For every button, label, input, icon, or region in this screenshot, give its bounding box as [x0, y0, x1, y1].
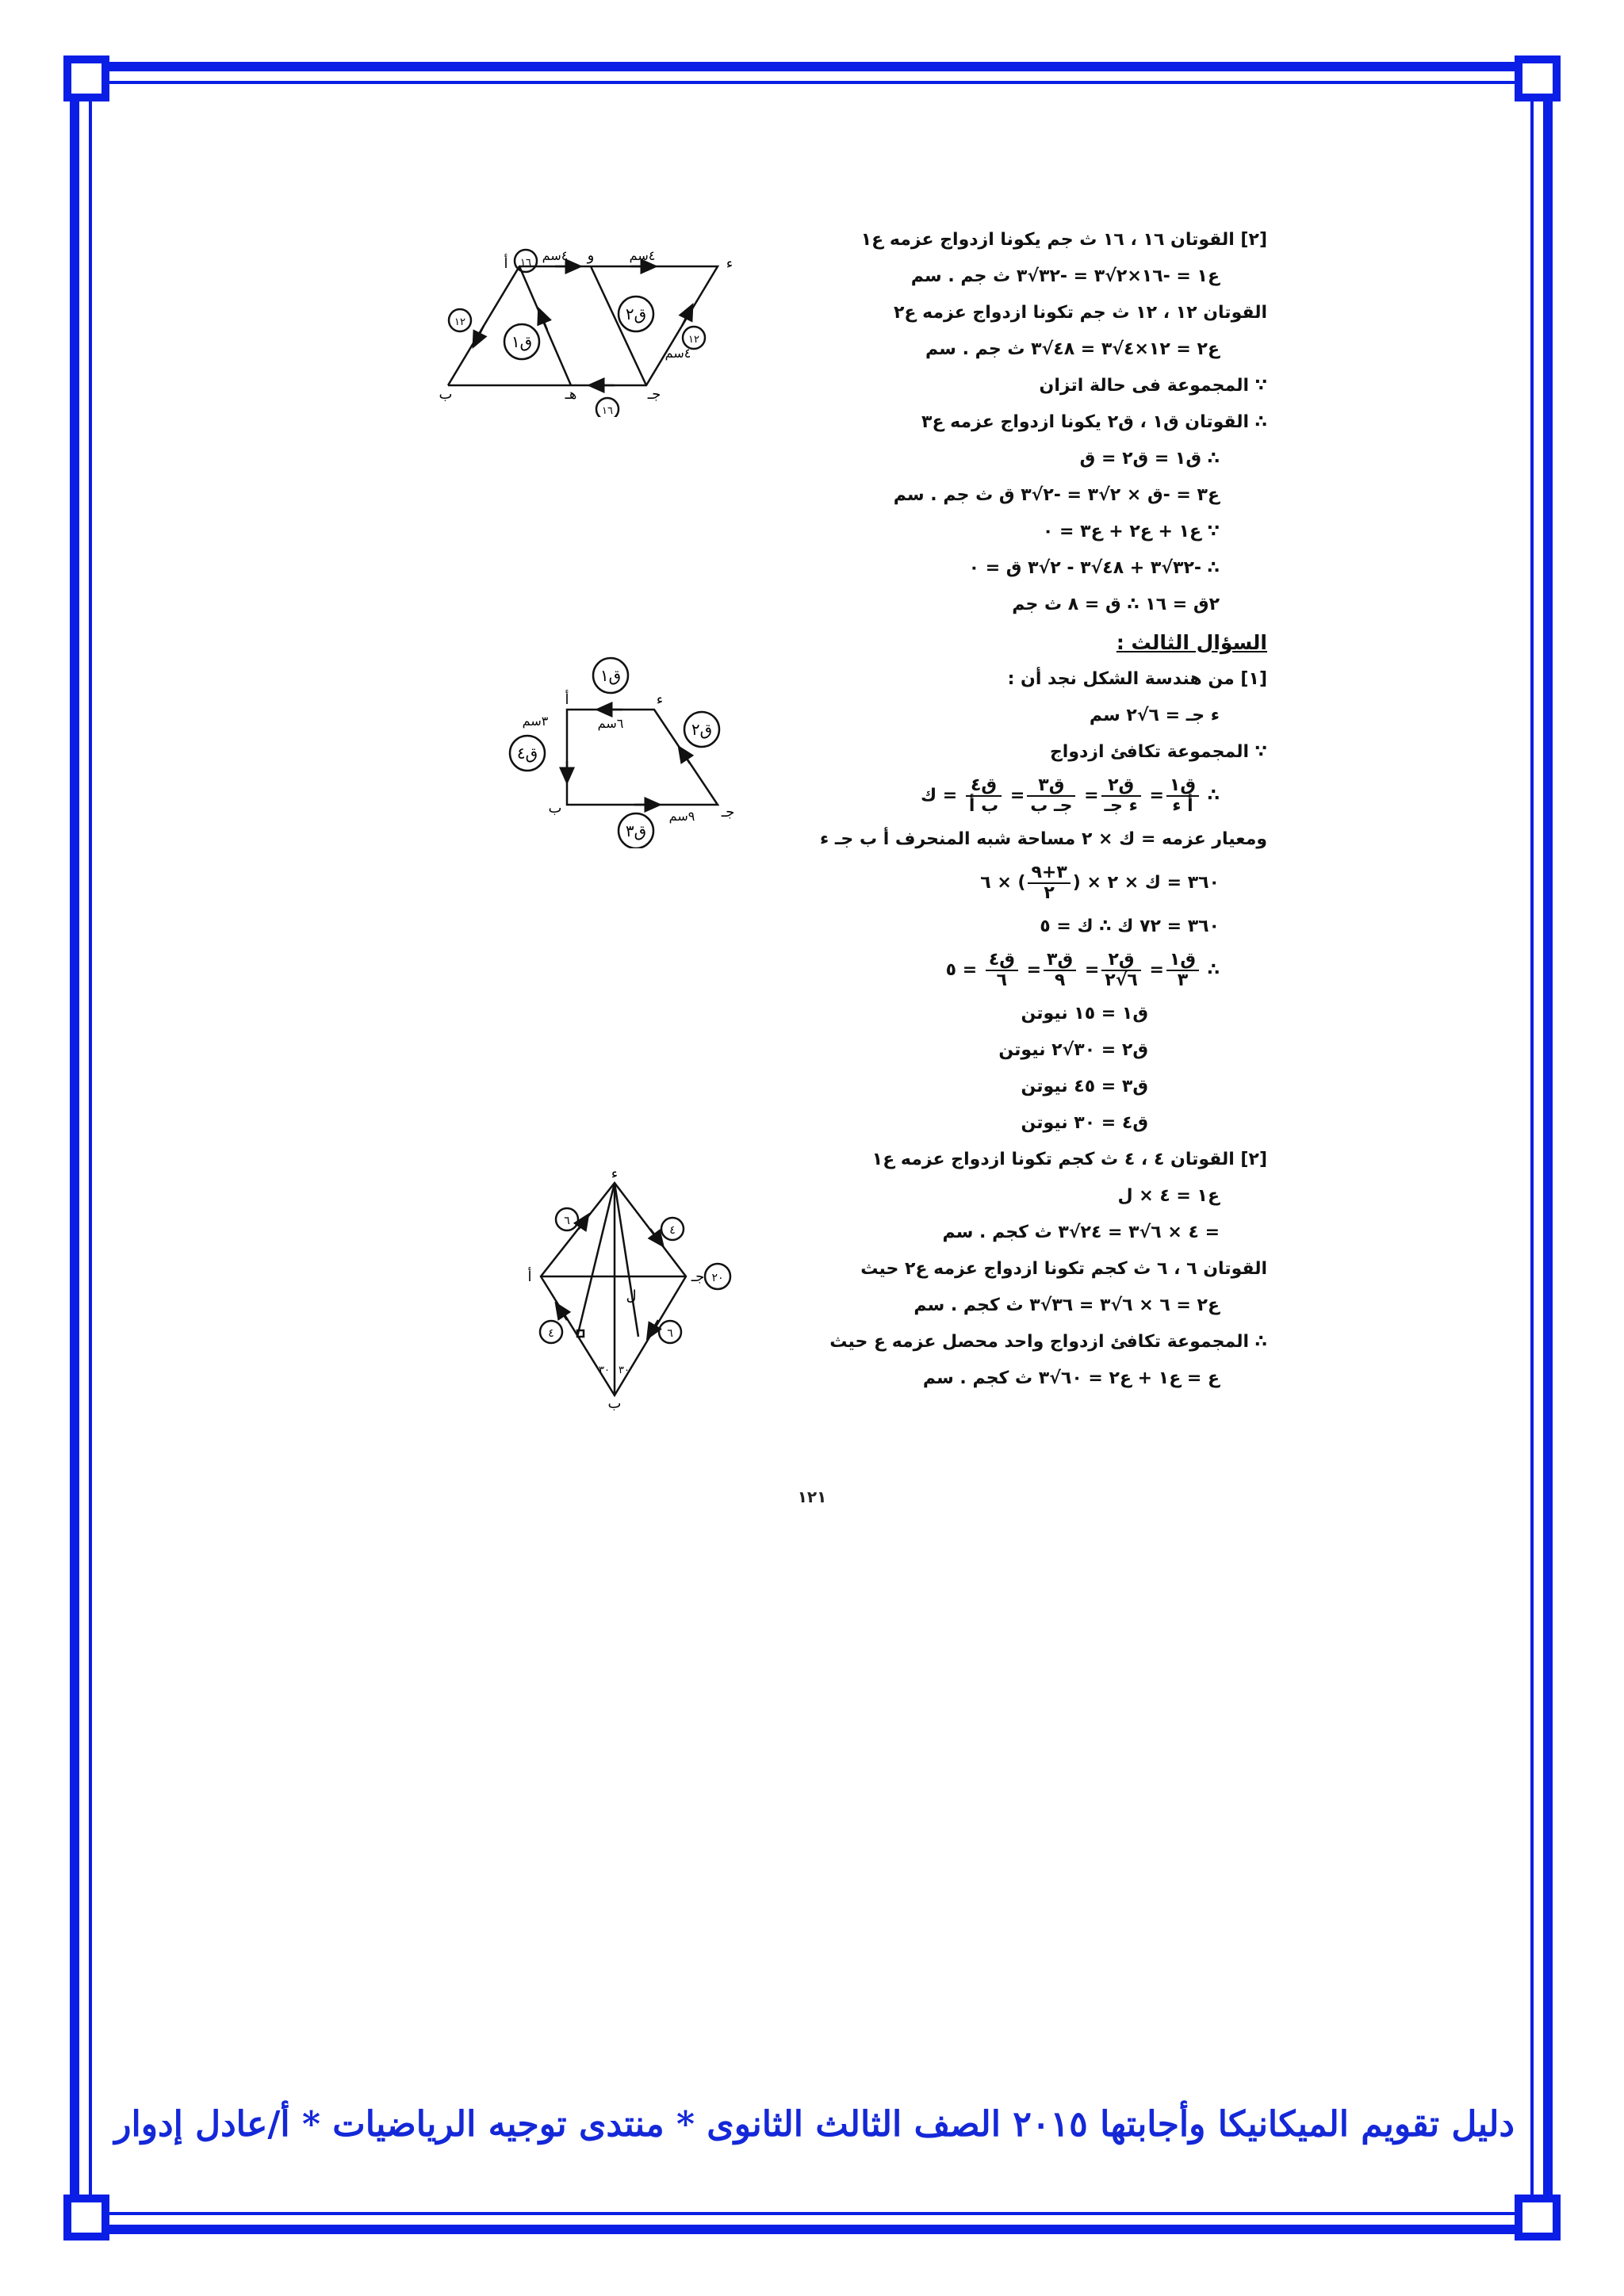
vertex-label: أ [527, 1269, 532, 1285]
vertex-label: أ [565, 691, 569, 708]
equation-left: ٣٦٠ = ك × ٢ × [1086, 873, 1220, 893]
circle-label: ق١ [511, 332, 533, 351]
denominator: ٩ [1054, 970, 1066, 990]
page-number: ١٢١ [797, 1487, 827, 1506]
vertex-label: ء [656, 691, 664, 708]
text-line: ومعيار عزمه = ك × ٢ مساحة شبه المنحرف أ ب جـ ء [820, 829, 1267, 849]
text-line: [٢] القوتان ٤ ، ٤ ث كجم تكونا ازدواج عزمه ع١ [871, 1150, 1267, 1169]
force-label: ٤ [669, 1224, 676, 1237]
vertex-label: جـ [691, 1269, 705, 1285]
figure-parallelogram-forces [428, 235, 745, 417]
therefore-symbol: ∴ [1207, 786, 1220, 806]
length-label: ٤سم [542, 248, 569, 263]
denominator: ب أ [968, 796, 999, 816]
text-line: = ٤ × ٦√٣ = ٢٤√٣ ث كجم . سم [942, 1223, 1220, 1242]
circle-label: ق٣ [625, 821, 647, 840]
result-line: ق٣ = ٤٥ نيوتن [1021, 1077, 1148, 1096]
fraction [1044, 951, 1076, 990]
numerator: ق٢ [1101, 951, 1141, 971]
vertex-label: أ [504, 255, 508, 272]
text-line: ∵ المجموعة فى حالة اتزان [1039, 376, 1267, 396]
denominator: ٦√٢ [1105, 970, 1138, 990]
force-label: ١٦ [520, 257, 531, 269]
text-line: ع = ع١ + ع٢ = ٦٠√٣ ث كجم . سم [922, 1368, 1220, 1388]
border-corner-bottom-left [63, 2195, 109, 2241]
vertex-label: ب [548, 800, 562, 817]
text-line: ∴ المجموعة تكافئ ازدواج واحد محصل عزمه ع حيث [829, 1332, 1267, 1352]
vertex-label: جـ [647, 386, 661, 403]
numerator: ق٤ [966, 776, 1002, 797]
section-3-part-2 [760, 1142, 1267, 1397]
text-line: ٢ق = ١٦ ∴ ق = ٨ ث جم [1012, 595, 1220, 614]
figure-kite-forces [492, 1165, 753, 1411]
text-line: ع٢ = ٦ × ٦√٣ = ٣٦√٣ ث كجم . سم [914, 1295, 1220, 1315]
border-corner-top-left [63, 55, 109, 101]
text-line: [١] من هندسة الشكل نجد أن : [1007, 669, 1267, 689]
text-line: ∵ المجموعة تكافئ ازدواج [1049, 742, 1267, 762]
text-line: ∴ ق١ = ق٢ = ق [1079, 449, 1220, 469]
section-2-solution [760, 222, 1267, 623]
denominator: جـ ب [1030, 796, 1073, 816]
length-label: ٦سم [597, 716, 624, 731]
footer-credit: دليل تقويم الميكانيكا وأجابتها ٢٠١٥ الصف الثالث الثانوى * منتدى توجيه الرياضيات * أ/عادل إدوار [114, 2104, 1515, 2145]
force-label: ١٢ [688, 334, 699, 346]
fraction [986, 951, 1018, 990]
result-line: ق٤ = ٣٠ نيوتن [1021, 1113, 1148, 1133]
question-3-heading: السؤال الثالث : [1116, 631, 1267, 654]
force-label: ٤ [548, 1327, 554, 1340]
length-label: ٩سم [668, 809, 695, 824]
vertex-label: و [587, 247, 595, 264]
fraction [1166, 951, 1199, 990]
numerator: ق٢ [1101, 776, 1141, 797]
therefore-symbol: ∴ [1207, 960, 1220, 980]
text-line: [٢] القوتان ١٦ ، ١٦ ث جم يكونا ازدواج عزمه ع١ [860, 230, 1267, 250]
numerator: ق٣ [1044, 951, 1076, 971]
text-line: ء جـ = ٦√٢ سم [1089, 706, 1220, 725]
denominator: أ ء [1172, 796, 1193, 816]
text-line: القوتان ٦ ، ٦ ث كجم تكونا ازدواج عزمه ع٢ حيث [860, 1259, 1267, 1279]
denominator: ٣ [1177, 970, 1189, 990]
fraction [1166, 776, 1199, 816]
ratio-equation-values: ∴ $\frac{\text{ق١}}{٣}$ = $\frac{\text{ق٢}}{٦√٢}$ = $\frac{\text{ق٣}}{٩}$ = $\frac{\text{ق٤}}{٦}$ = ٥ [945, 950, 1220, 990]
fraction [1027, 776, 1075, 816]
text-line: ∴ -٣٢√٣ + ٤٨√٣ - ٢√٣ ق = ٠ [968, 558, 1220, 578]
area-equation: ٣٦٠ = ك × ٢ × ( $\frac{٣+٩}{٢}$ ) × ٦ [980, 863, 1220, 903]
text-line: ٣٦٠ = ٧٢ ك ∴ ك = ٥ [1040, 916, 1220, 936]
section-3-part-1 [760, 661, 1267, 1142]
fraction [1101, 776, 1141, 816]
ratio-value: = ٥ [945, 960, 978, 980]
vertex-label: ب [607, 1395, 622, 1411]
length-label: ٣سم [522, 714, 549, 729]
inner-label: ٣٠ [619, 1364, 630, 1376]
numerator: ق٣ [1027, 776, 1075, 797]
force-label: ٦ [667, 1327, 673, 1340]
inner-label: ٣٠ [599, 1364, 610, 1376]
text-line: ع٣ = -ق × ٢√٣ = -٢√٣ ق ث جم . سم [893, 485, 1220, 505]
text-line: ∵ ع١ + ع٢ + ع٣ = ٠ [1042, 522, 1220, 541]
force-label: ٦ [564, 1215, 570, 1227]
numerator: ق٤ [986, 951, 1018, 971]
border-corner-bottom-right [1515, 2195, 1561, 2241]
force-label: ١٦ [602, 405, 613, 417]
fraction [1028, 863, 1070, 903]
text-line: ع٢ = ١٢×٤√٣ = ٤٨√٣ ث جم . سم [925, 339, 1220, 359]
length-label: ٤سم [665, 346, 691, 361]
numerator: ٣+٩ [1028, 863, 1070, 884]
result-line: ق١ = ١٥ نيوتن [1021, 1004, 1148, 1024]
solution-text [760, 222, 1267, 1397]
denominator: ء جـ [1104, 796, 1138, 816]
circle-label: ق٢ [625, 304, 647, 323]
border-corner-top-right [1515, 55, 1561, 101]
figure-trapezoid-forces [492, 650, 745, 848]
fraction [966, 776, 1002, 816]
numerator: ق١ [1166, 776, 1199, 797]
vertex-label: ب [439, 386, 453, 403]
numerator: ق١ [1166, 951, 1199, 971]
ratio-equation: ∴ $\frac{\text{ق١}}{\text{أ ء}}$ = $\frac{\text{ق٢}}{\text{ء جـ}}$ = $\frac{\text{ق٣}}{\text{جـ ب}}$ = $\frac{\text{ق٤}}{\text{ب أ}}$ = ك [920, 775, 1220, 816]
vertex-label: جـ [721, 804, 735, 821]
vertex-label: ء [726, 255, 733, 272]
circle-label: ق٤ [516, 744, 538, 763]
equation-right: × ٦ [980, 873, 1012, 893]
text-line: ع١ = -١٦×٢√٣ = -٣٢√٣ ث جم . سم [910, 266, 1220, 286]
circle-label: ق١ [599, 666, 622, 685]
ratio-constant: = ك [920, 786, 958, 806]
force-label: ١٢ [454, 316, 465, 328]
force-label: ٢٠ [711, 1272, 724, 1284]
circle-label: ق٢ [691, 720, 713, 739]
text-line: القوتان ١٢ ، ١٢ ث جم تكونا ازدواج عزمه ع٢ [893, 303, 1267, 323]
text-line: ∴ القوتان ق١ ، ق٢ يكونا ازدواج عزمه ع٣ [921, 412, 1267, 432]
denominator: ٢ [1044, 883, 1055, 903]
denominator: ٦ [996, 970, 1008, 990]
inner-label: ل [626, 1288, 637, 1304]
fraction [1101, 951, 1141, 990]
vertex-label: هـ [565, 386, 577, 403]
text-line: ع١ = ٤ × ل [1117, 1186, 1220, 1206]
result-line: ق٢ = ٣٠√٢ نيوتن [998, 1040, 1148, 1060]
length-label: ٤سم [629, 248, 656, 263]
vertex-label: ء [611, 1165, 619, 1182]
